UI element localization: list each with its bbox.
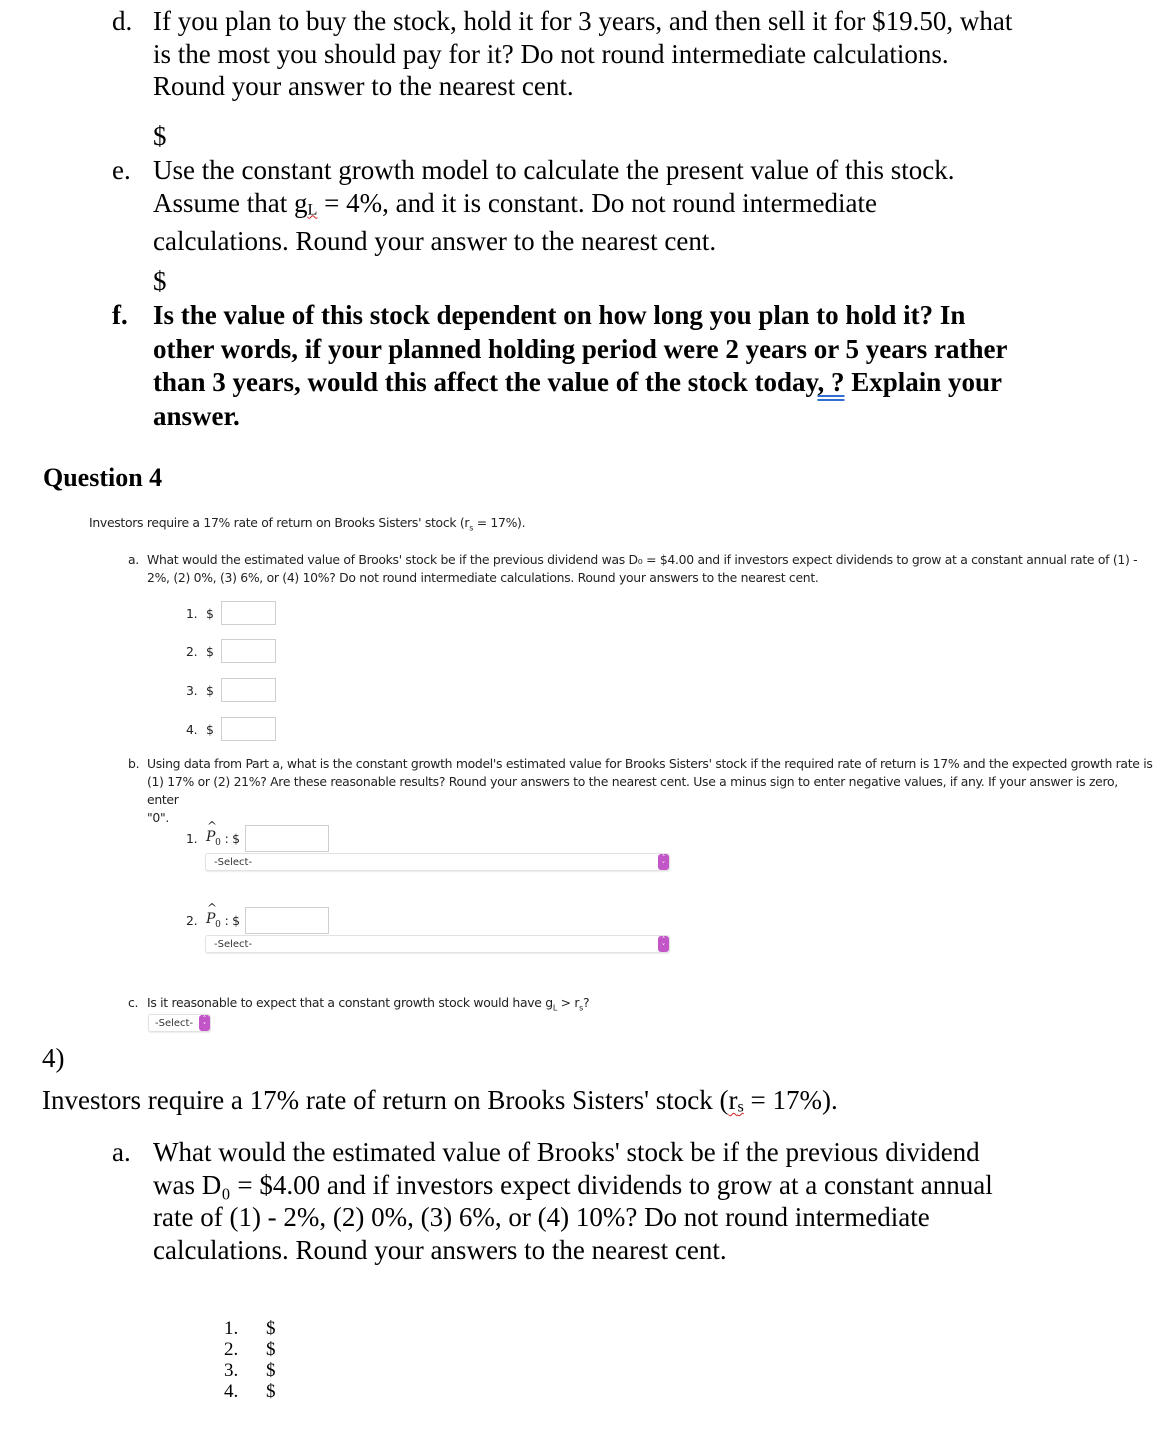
answer-currency: $	[153, 266, 167, 296]
question-text-line: calculations. Round your answer to the nearest cent.	[153, 226, 717, 257]
subscript: s	[737, 1097, 744, 1116]
question-text-line: other words, if your planned holding period were 2 years or 5 years rather	[153, 333, 1008, 364]
currency-symbol: $	[206, 605, 214, 621]
question-text-line: If you plan to buy the stock, hold it for 3 years, and then sell it for $19.50, what	[153, 6, 1013, 36]
answer-number: 1.	[224, 1318, 239, 1339]
growth-symbol	[294, 188, 317, 218]
currency-symbol: $	[206, 721, 214, 737]
answer-row	[186, 900, 329, 933]
p0-input-2[interactable]	[245, 907, 329, 934]
currency-symbol: $	[266, 1339, 276, 1360]
item-label: a.	[128, 552, 139, 567]
question-text-line: "0".	[147, 810, 170, 825]
item-label: e.	[112, 155, 131, 185]
hat: ^	[207, 818, 217, 833]
subscript: 0	[215, 837, 221, 848]
answer-number: 3.	[186, 682, 198, 698]
question-text-line: answer.	[153, 400, 240, 431]
item-label: f.	[112, 300, 128, 330]
answer-number: 1.	[186, 605, 198, 621]
text: Assume that	[153, 187, 294, 218]
rs-symbol	[728, 1085, 743, 1115]
question-text-line	[153, 366, 1072, 400]
answer-input-4[interactable]	[221, 717, 276, 741]
text: = 17%).	[473, 515, 526, 530]
g: g	[294, 187, 308, 218]
select-value: -Select-	[214, 938, 253, 950]
text: ?	[583, 995, 590, 1010]
answer-input-2[interactable]	[221, 639, 276, 663]
hat: ^	[207, 900, 217, 915]
item-label: a.	[112, 1137, 131, 1167]
question-4a	[112, 1136, 1072, 1266]
answer-number: 2.	[186, 643, 198, 659]
answer-number: 2.	[224, 1339, 239, 1360]
select-arrows-icon: ˄ ˅	[199, 1015, 210, 1031]
answer-input-3[interactable]	[221, 678, 276, 702]
question-text-line: rate of (1) - 2%, (2) 0%, (3) 6%, or (4) 10%? Do not round intermediate	[153, 1202, 930, 1232]
select-value: -Select-	[214, 856, 253, 868]
answer-row	[224, 1318, 276, 1339]
r: r	[728, 1085, 738, 1115]
symbol: P	[206, 828, 216, 845]
subscript: s	[469, 523, 474, 533]
select-arrows-icon: ˄ ˅	[658, 936, 669, 952]
answer-list	[224, 1318, 276, 1402]
part-a	[128, 551, 1153, 587]
question-f	[112, 299, 1072, 433]
text: Is it reasonable to expect that a constant growth stock would have g	[147, 995, 553, 1010]
question-text-line: (1) 17% or (2) 21%? Are these reasonable results? Round your answers to the nearest cent. Use a minus sign to enter negative values, if any. If your answer is zero, enter	[147, 774, 1118, 807]
subscript: s	[579, 1003, 584, 1013]
currency-symbol: : $	[224, 912, 240, 928]
question-heading: Question 4	[43, 463, 163, 492]
section-number: 4)	[42, 1043, 65, 1073]
p0-hat-symbol	[206, 900, 221, 930]
currency-symbol: $	[266, 1381, 276, 1402]
part-b	[128, 755, 1153, 827]
answer-row	[186, 638, 276, 664]
question-e	[112, 154, 1072, 258]
currency-symbol: $	[206, 643, 214, 659]
question-text-line: Round your answer to the nearest cent.	[153, 71, 574, 101]
currency-symbol: $	[266, 1360, 276, 1381]
question-d	[112, 5, 1072, 103]
answer-row	[224, 1381, 276, 1402]
answer-row	[224, 1360, 276, 1381]
part-c	[128, 994, 1153, 1017]
p0-input-1[interactable]	[245, 825, 329, 852]
item-label: d.	[112, 6, 133, 36]
subscript: L	[552, 1003, 557, 1013]
currency-symbol: $	[266, 1318, 276, 1339]
answer-number: 4.	[224, 1381, 239, 1402]
question-text-line	[153, 187, 1072, 226]
answer-currency: $	[153, 121, 167, 151]
section-intro	[42, 1085, 838, 1116]
question-text-line: is the most you should pay for it? Do not round intermediate calculations.	[153, 38, 949, 69]
answer-row	[186, 600, 276, 626]
question-text-line: What would the estimated value of Brooks' stock be if the previous dividend was D₀ = $4.00 and if investors expect dividends to grow at a constant annual rate of (1) -	[147, 552, 1138, 567]
item-label: b.	[128, 756, 140, 771]
select-value: -Select-	[155, 1017, 194, 1029]
text: Investors require a 17% rate of return on Brooks Sisters' stock (	[42, 1085, 729, 1115]
gl-greater-rs-select[interactable]	[148, 1014, 211, 1032]
currency-symbol: : $	[224, 830, 240, 846]
currency-symbol: $	[206, 682, 214, 698]
answer-row	[186, 677, 276, 703]
item-label: c.	[128, 995, 139, 1010]
answer-number: 2.	[186, 912, 198, 928]
answer-number: 1.	[186, 830, 198, 846]
text: = 17%).	[743, 1085, 838, 1115]
text: > r	[557, 995, 580, 1010]
question-text-line: was D₀ = $4.00 and if investors expect dividends to grow at a constant annual	[153, 1169, 993, 1200]
question-text-line: Using data from Part a, what is the constant growth model's estimated value for Brooks Sisters' stock if the required rate of return is 17% and the expected growth rate is	[147, 756, 1153, 771]
question-intro	[89, 515, 525, 532]
question-text-line: 2%, (2) 0%, (3) 6%, or (4) 10%? Do not round intermediate calculations. Round your answers to the nearest cent.	[147, 570, 819, 585]
grammar-mark: , ?	[817, 367, 845, 397]
question-text-line: What would the estimated value of Brooks' stock be if the previous dividend	[153, 1137, 980, 1167]
subscript: L	[307, 199, 318, 218]
text: than 3 years, would this affect the value of the stock today	[153, 367, 818, 397]
reasonable-select-2[interactable]	[205, 935, 670, 953]
answer-row	[186, 818, 329, 851]
answer-number: 4.	[186, 721, 198, 737]
answer-row	[186, 716, 276, 742]
answer-number: 3.	[224, 1360, 239, 1381]
subscript: 0	[215, 919, 221, 930]
text: = 4%, and it is constant. Do not round intermediate	[317, 187, 878, 218]
answer-input-1[interactable]	[221, 601, 276, 625]
text: Explain your	[844, 367, 1003, 397]
p0-hat-symbol	[206, 818, 221, 848]
question-text-line: calculations. Round your answers to the nearest cent.	[153, 1234, 727, 1265]
text: Investors require a 17% rate of return on Brooks Sisters' stock (r	[89, 515, 470, 530]
symbol: P	[206, 910, 216, 927]
answer-row	[224, 1339, 276, 1360]
reasonable-select-1[interactable]	[205, 853, 670, 871]
question-text-line: Use the constant growth model to calculate the present value of this stock.	[153, 155, 955, 185]
question-text-line: Is the value of this stock dependent on how long you plan to hold it? In	[153, 300, 966, 330]
select-arrows-icon: ˄ ˅	[658, 854, 669, 870]
